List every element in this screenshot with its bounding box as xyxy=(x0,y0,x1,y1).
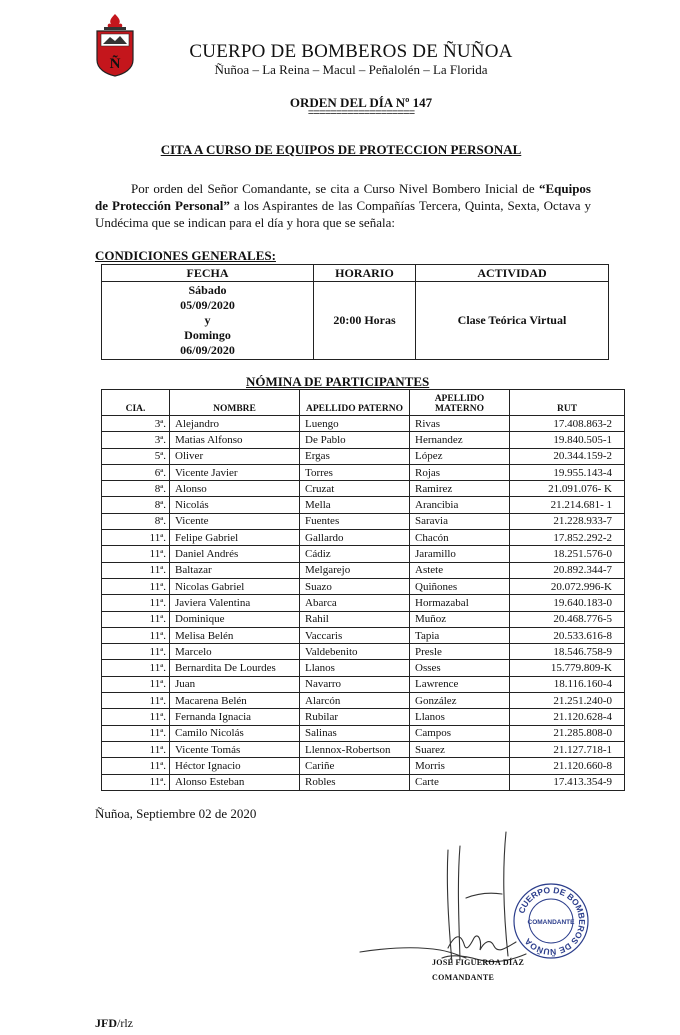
cell-paterno: Llennox-Robertson xyxy=(300,741,410,757)
cell-paterno: Vaccaris xyxy=(300,627,410,643)
fecha-line: y xyxy=(204,313,211,327)
table-row xyxy=(102,562,625,578)
cell-materno: Rojas xyxy=(410,464,510,480)
cell-rut: 21.120.628-4 xyxy=(510,709,625,725)
cell-materno: Llanos xyxy=(410,709,510,725)
organization-title: CUERPO DE BOMBEROS DE ÑUÑOA xyxy=(189,41,513,62)
cell-materno: Muñoz xyxy=(410,611,510,627)
table-row xyxy=(102,530,625,546)
cell-paterno: Cruzat xyxy=(300,481,410,497)
cell-paterno: Rubilar xyxy=(300,709,410,725)
conditions-actividad-cell: Clase Teórica Virtual xyxy=(416,282,609,360)
cell-materno: Jaramillo xyxy=(410,546,510,562)
fecha-line: Sábado xyxy=(188,283,227,297)
cell-nombre: Baltazar xyxy=(170,562,300,578)
cell-materno: Osses xyxy=(410,660,510,676)
table-row xyxy=(102,546,625,562)
cell-cia: 11ª. xyxy=(102,611,170,627)
cell-nombre: Felipe Gabriel xyxy=(170,530,300,546)
cell-cia: 11ª. xyxy=(102,676,170,692)
cell-cia: 6ª. xyxy=(102,464,170,480)
order-title: ORDEN DEL DÍA Nº 147 xyxy=(289,95,433,110)
table-row xyxy=(102,595,625,611)
stamp-center-text: COMANDANTE xyxy=(527,919,575,926)
cell-materno: Astete xyxy=(410,562,510,578)
cell-materno: Ramirez xyxy=(410,481,510,497)
table-row xyxy=(102,416,625,432)
cell-nombre: Melisa Belén xyxy=(170,627,300,643)
intro-text-1: Por orden del Señor Comandante, se cita a Curso Nivel Bombero Inicial de xyxy=(131,181,539,196)
cell-nombre: Alejandro xyxy=(170,416,300,432)
cell-paterno: Valdebenito xyxy=(300,644,410,660)
fecha-line: 05/09/2020 xyxy=(180,298,235,312)
table-row xyxy=(102,611,625,627)
cell-paterno: Salinas xyxy=(300,725,410,741)
table-row xyxy=(102,497,625,513)
stamp-ring-text: CUERPO DE BOMBEROS DE ÑUÑOA xyxy=(516,884,588,958)
conditions-header-actividad: ACTIVIDAD xyxy=(416,265,609,282)
cell-rut: 19.640.183-0 xyxy=(510,595,625,611)
table-row xyxy=(102,513,625,529)
cell-paterno: Robles xyxy=(300,774,410,790)
cell-cia: 11ª. xyxy=(102,546,170,562)
initials-typist: /rlz xyxy=(117,1016,133,1030)
fecha-line: 06/09/2020 xyxy=(180,343,235,357)
table-row xyxy=(102,693,625,709)
header-nombre: NOMBRE xyxy=(170,390,300,416)
cell-cia: 11ª. xyxy=(102,693,170,709)
conditions-table xyxy=(101,264,609,360)
cell-rut: 20.344.159-2 xyxy=(510,448,625,464)
cell-nombre: Marcelo xyxy=(170,644,300,660)
cell-materno: Rivas xyxy=(410,416,510,432)
cell-rut: 18.251.576-0 xyxy=(510,546,625,562)
cell-cia: 11ª. xyxy=(102,530,170,546)
cell-nombre: Macarena Belén xyxy=(170,693,300,709)
cell-materno: López xyxy=(410,448,510,464)
table-row xyxy=(102,464,625,480)
conditions-heading: CONDICIONES GENERALES: xyxy=(95,248,276,263)
table-row xyxy=(102,627,625,643)
cell-rut: 18.546.758-9 xyxy=(510,644,625,660)
cell-cia: 11ª. xyxy=(102,758,170,774)
cell-nombre: Matias Alfonso xyxy=(170,432,300,448)
cell-rut: 17.413.354-9 xyxy=(510,774,625,790)
cell-rut: 19.955.143-4 xyxy=(510,464,625,480)
cell-nombre: Vicente Javier xyxy=(170,464,300,480)
cell-materno: Saravia xyxy=(410,513,510,529)
cell-paterno: Ergas xyxy=(300,448,410,464)
table-row xyxy=(102,578,625,594)
cell-materno: Chacón xyxy=(410,530,510,546)
signer-role: COMANDANTE xyxy=(432,973,495,982)
header-apellido-paterno: APELLIDO PATERNO xyxy=(300,390,410,416)
cell-nombre: Dominique xyxy=(170,611,300,627)
cell-materno: Campos xyxy=(410,725,510,741)
cell-materno: Hernandez xyxy=(410,432,510,448)
cell-paterno: De Pablo xyxy=(300,432,410,448)
cell-materno: Hormazabal xyxy=(410,595,510,611)
cell-paterno: Torres xyxy=(300,464,410,480)
cell-cia: 8ª. xyxy=(102,481,170,497)
cell-nombre: Nicolás xyxy=(170,497,300,513)
cell-nombre: Héctor Ignacio xyxy=(170,758,300,774)
table-row xyxy=(102,481,625,497)
conditions-header-horario: HORARIO xyxy=(314,265,416,282)
cell-rut: 20.468.776-5 xyxy=(510,611,625,627)
initials-signer: JFD xyxy=(95,1016,117,1030)
header-cia: CIA. xyxy=(102,390,170,416)
order-title-rule: =================== xyxy=(307,108,415,120)
cell-rut: 21.091.076- K xyxy=(510,481,625,497)
cell-materno: Carte xyxy=(410,774,510,790)
cell-materno: Quiñones xyxy=(410,578,510,594)
participants-heading: NÓMINA DE PARTICIPANTES xyxy=(246,374,430,389)
cell-rut: 21.285.808-0 xyxy=(510,725,625,741)
cell-paterno: Gallardo xyxy=(300,530,410,546)
cell-cia: 11ª. xyxy=(102,709,170,725)
cell-nombre: Javiera Valentina xyxy=(170,595,300,611)
table-row xyxy=(102,758,625,774)
document-date: Ñuñoa, Septiembre 02 de 2020 xyxy=(95,806,257,821)
cell-paterno: Abarca xyxy=(300,595,410,611)
header-apellido-materno: APELLIDO MATERNO xyxy=(410,390,510,416)
cell-nombre: Vicente Tomás xyxy=(170,741,300,757)
table-row xyxy=(102,448,625,464)
logo-letter: Ñ xyxy=(109,56,121,72)
cell-rut: 20.892.344-7 xyxy=(510,562,625,578)
cell-cia: 11ª. xyxy=(102,660,170,676)
participants-body xyxy=(102,416,625,791)
cell-nombre: Vicente xyxy=(170,513,300,529)
cell-paterno: Mella xyxy=(300,497,410,513)
cell-cia: 11ª. xyxy=(102,595,170,611)
reference-initials xyxy=(95,1016,133,1031)
conditions-horario-cell: 20:00 Horas xyxy=(314,282,416,360)
cell-materno: Lawrence xyxy=(410,676,510,692)
subject-heading: CITA A CURSO DE EQUIPOS DE PROTECCION PERSONAL xyxy=(160,142,522,157)
participants-table xyxy=(101,389,625,791)
cell-materno: Presle xyxy=(410,644,510,660)
cell-materno: Suarez xyxy=(410,741,510,757)
cell-cia: 11ª. xyxy=(102,741,170,757)
cell-nombre: Daniel Andrés xyxy=(170,546,300,562)
cell-paterno: Llanos xyxy=(300,660,410,676)
cell-materno: Morris xyxy=(410,758,510,774)
cell-materno: Tapia xyxy=(410,627,510,643)
cell-cia: 3ª. xyxy=(102,432,170,448)
cell-rut: 20.533.616-8 xyxy=(510,627,625,643)
cell-materno: González xyxy=(410,693,510,709)
table-row xyxy=(102,644,625,660)
cell-nombre: Alonso xyxy=(170,481,300,497)
cell-rut: 17.852.292-2 xyxy=(510,530,625,546)
table-row xyxy=(102,725,625,741)
cell-nombre: Camilo Nicolás xyxy=(170,725,300,741)
table-row xyxy=(102,660,625,676)
cell-paterno: Melgarejo xyxy=(300,562,410,578)
cell-paterno: Fuentes xyxy=(300,513,410,529)
cell-cia: 11ª. xyxy=(102,562,170,578)
cell-cia: 11ª. xyxy=(102,578,170,594)
cell-nombre: Bernardita De Lourdes xyxy=(170,660,300,676)
table-row xyxy=(102,709,625,725)
cell-paterno: Navarro xyxy=(300,676,410,692)
organization-communes: Ñuñoa – La Reina – Macul – Peñalolén – La Florida xyxy=(214,62,488,77)
cell-cia: 5ª. xyxy=(102,448,170,464)
cell-rut: 17.408.863-2 xyxy=(510,416,625,432)
cell-paterno: Cariñe xyxy=(300,758,410,774)
cell-cia: 11ª. xyxy=(102,627,170,643)
fecha-line: Domingo xyxy=(184,328,231,342)
cell-materno: Arancibia xyxy=(410,497,510,513)
cell-nombre: Juan xyxy=(170,676,300,692)
cell-cia: 8ª. xyxy=(102,497,170,513)
cell-rut: 21.120.660-8 xyxy=(510,758,625,774)
header-rut: RUT xyxy=(510,390,625,416)
table-row xyxy=(102,676,625,692)
table-row xyxy=(102,774,625,790)
cell-nombre: Nicolas Gabriel xyxy=(170,578,300,594)
cell-rut: 19.840.505-1 xyxy=(510,432,625,448)
cell-rut: 21.214.681- 1 xyxy=(510,497,625,513)
cell-rut: 15.779.809-K xyxy=(510,660,625,676)
cell-paterno: Suazo xyxy=(300,578,410,594)
cell-paterno: Cádiz xyxy=(300,546,410,562)
intro-course-name: “Equipos de Protección Personal” xyxy=(95,181,591,213)
cell-cia: 11ª. xyxy=(102,774,170,790)
cell-rut: 20.072.996-K xyxy=(510,578,625,594)
cell-nombre: Fernanda Ignacia xyxy=(170,709,300,725)
cell-paterno: Rahil xyxy=(300,611,410,627)
conditions-header-fecha: FECHA xyxy=(102,265,314,282)
intro-paragraph xyxy=(95,180,591,231)
conditions-fecha-cell xyxy=(102,282,314,360)
cell-cia: 11ª. xyxy=(102,725,170,741)
cell-rut: 21.127.718-1 xyxy=(510,741,625,757)
intro-text-2: a los Aspirantes de las Compañías Tercera, Quinta, Sexta, Octava y Undécima que se indican para el día y hora que se señala: xyxy=(95,198,592,230)
cell-rut: 21.228.933-7 xyxy=(510,513,625,529)
cell-paterno: Luengo xyxy=(300,416,410,432)
cell-cia: 11ª. xyxy=(102,644,170,660)
cell-nombre: Alonso Esteban xyxy=(170,774,300,790)
cell-nombre: Oliver xyxy=(170,448,300,464)
table-row xyxy=(102,741,625,757)
cell-rut: 21.251.240-0 xyxy=(510,693,625,709)
cell-rut: 18.116.160-4 xyxy=(510,676,625,692)
cell-cia: 3ª. xyxy=(102,416,170,432)
signer-name: JOSÉ FIGUEROA DÍAZ xyxy=(432,958,525,967)
table-row xyxy=(102,432,625,448)
commander-seal-stamp xyxy=(512,882,590,960)
cell-paterno: Alarcón xyxy=(300,693,410,709)
cell-cia: 8ª. xyxy=(102,513,170,529)
